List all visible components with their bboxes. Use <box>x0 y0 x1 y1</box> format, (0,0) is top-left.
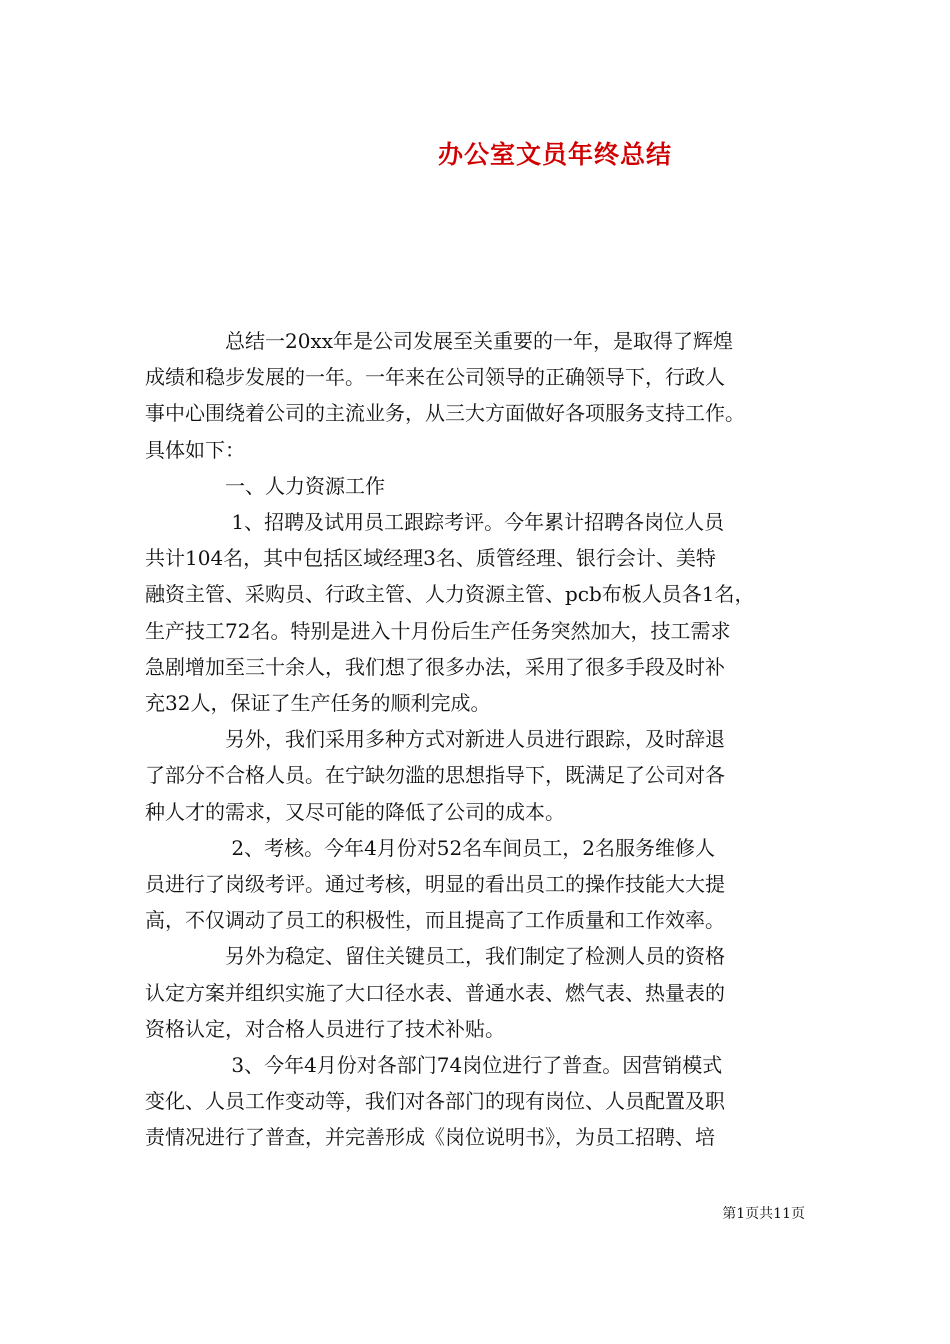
text-line: 变化、人员工作变动等，我们对各部门的现有岗位、人员配置及职 <box>145 1089 725 1114</box>
paragraph-tracking <box>145 721 810 830</box>
text-line: 资格认定，对合格人员进行了技术补贴。 <box>145 1016 505 1041</box>
text-line: 充32人，保证了生产任务的顺利完成。 <box>145 691 491 716</box>
text-line: 一、人力资源工作 <box>145 473 385 498</box>
text-line: 责情况进行了普查，并完善形成《岗位说明书》，为员工招聘、培 <box>145 1125 715 1150</box>
text-line: 种人才的需求，又尽可能的降低了公司的成本。 <box>145 799 565 824</box>
document-body <box>145 323 810 1156</box>
text-line: 急剧增加至三十余人，我们想了很多办法，采用了很多手段及时补 <box>145 654 725 679</box>
paragraph-assessment <box>145 830 810 939</box>
text-line: 3、今年4月份对各部门74岗位进行了普查。因营销模式 <box>145 1053 723 1078</box>
text-line: 成绩和稳步发展的一年。一年来在公司领导的正确领导下，行政人 <box>145 365 725 390</box>
text-line: 员进行了岗级考评。通过考核，明显的看出员工的操作技能大大提 <box>145 872 725 897</box>
text-line: 1、招聘及试用员工跟踪考评。今年累计招聘各岗位人员 <box>145 510 725 535</box>
paragraph-recruitment <box>145 504 810 721</box>
text-line: 2、考核。今年4月份对52名车间员工，2名服务维修人 <box>145 835 715 860</box>
text-line: 了部分不合格人员。在宁缺勿滥的思想指导下，既满足了公司对各 <box>145 763 725 788</box>
text-line: 认定方案并组织实施了大口径水表、普通水表、燃气表、热量表的 <box>145 980 725 1005</box>
paragraph-intro <box>145 323 810 468</box>
text-line: 具体如下： <box>145 437 245 462</box>
section-heading-hr <box>145 468 810 504</box>
page-number: 第1页共11页 <box>722 1206 805 1222</box>
text-line: 融资主管、采购员、行政主管、人力资源主管、pcb布板人员各1名， <box>145 582 755 607</box>
text-line: 事中心围绕着公司的主流业务，从三大方面做好各项服务支持工作。 <box>145 401 745 426</box>
text-line: 共计104名，其中包括区域经理3名、质管经理、银行会计、美特 <box>145 546 716 571</box>
text-line: 总结一20xx年是公司发展至关重要的一年，是取得了辉煌 <box>145 329 734 353</box>
text-line: 另外，我们采用多种方式对新进人员进行跟踪，及时辞退 <box>145 727 725 752</box>
text-line: 高，不仅调动了员工的积极性，而且提高了工作质量和工作效率。 <box>145 908 725 933</box>
text-line: 生产技工72名。特别是进入十月份后生产任务突然加大，技工需求 <box>145 618 731 643</box>
paragraph-survey <box>145 1047 810 1156</box>
text-line: 另外为稳定、留住关键员工，我们制定了检测人员的资格 <box>145 944 725 969</box>
document-title: 办公室文员年终总结 <box>437 140 672 169</box>
paragraph-retention <box>145 938 810 1047</box>
